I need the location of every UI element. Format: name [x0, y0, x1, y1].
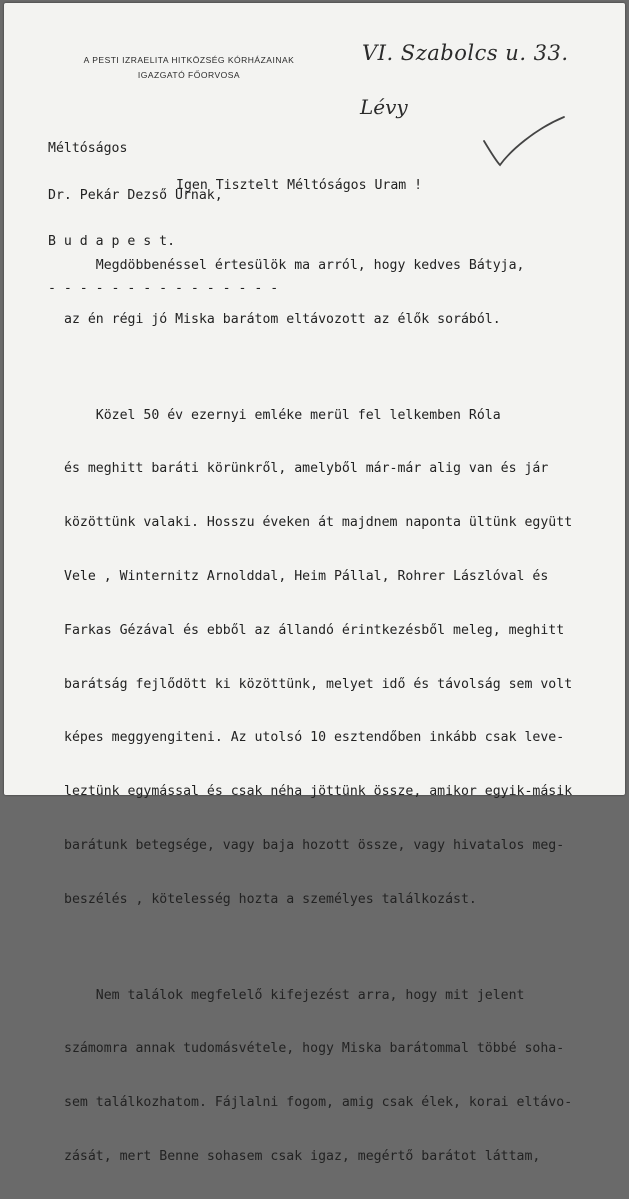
body-line: az én régi jó Miska barátom eltávozott az élők sorából. [64, 311, 501, 327]
body-line: zását, mert Benne sohasem csak igaz, megértő barátot láttam, [64, 1148, 541, 1164]
letterhead-institution: A PESTI IZRAELITA HITKÖZSÉG KÓRHÁZAINAK [83, 55, 295, 65]
handwritten-address: VI. Szabolcs u. 33. [362, 41, 569, 65]
body-line: barátság fejlődött ki közöttünk, melyet idő és távolság sem volt [64, 676, 573, 692]
body-line: Közel 50 év ezernyi emléke merül fel lelkemben Róla [64, 407, 501, 423]
body-line: leztünk egymással és csak néha jöttünk össze, amikor egyik-másik [64, 784, 573, 800]
letter-body [64, 224, 604, 1199]
handwritten-name: Lévy [360, 95, 408, 119]
body-line: számomra annak tudomásvétele, hogy Miska barátommal többé soha- [64, 1041, 565, 1057]
body-line: közöttünk valaki. Hosszu éveken át majdnem naponta ültünk együtt [64, 515, 573, 531]
body-line: Megdöbbenéssel értesülök ma arról, hogy kedves Bátyja, [64, 258, 525, 273]
letterhead [44, 53, 334, 83]
body-line: és meghitt baráti körünkről, amelyből már-már alig van és jár [64, 461, 549, 477]
letterhead-title: IGAZGATÓ FŐORVOSA [137, 70, 241, 80]
body-line: beszélés , kötelesség hozta a személyes találkozást. [64, 891, 477, 907]
recipient-city: B u d a p e s t. [48, 234, 176, 249]
body-line: képes meggyengiteni. Az utolsó 10 esztendőben inkább csak leve- [64, 730, 565, 746]
letter-page [4, 3, 625, 1164]
salutation: Igen Tisztelt Méltóságos Uram ! [176, 178, 423, 193]
body-line: Vele , Winternitz Arnolddal, Heim Pállal, Rohrer Lászlóval és [64, 568, 549, 584]
body-line: sem találkozhatom. Fájlalni fogom, amig csak élek, korai eltávo- [64, 1095, 573, 1111]
body-line: Nem találok megfelelő kifejezést arra, hogy mit jelent [64, 987, 525, 1003]
recipient-name: Dr. Pekár Dezső Urnak, [48, 187, 223, 203]
body-line: barátunk betegsége, vagy baja hozott össze, vagy hivatalos meg- [64, 837, 565, 853]
body-line: Farkas Gézával és ebből az állandó érintkezésből meleg, meghitt [64, 622, 565, 638]
recipient-title: Méltóságos [48, 141, 128, 156]
handwritten-checkmark [480, 111, 570, 171]
recipient-underline: - - - - - - - - - - - - - - - [48, 280, 279, 296]
